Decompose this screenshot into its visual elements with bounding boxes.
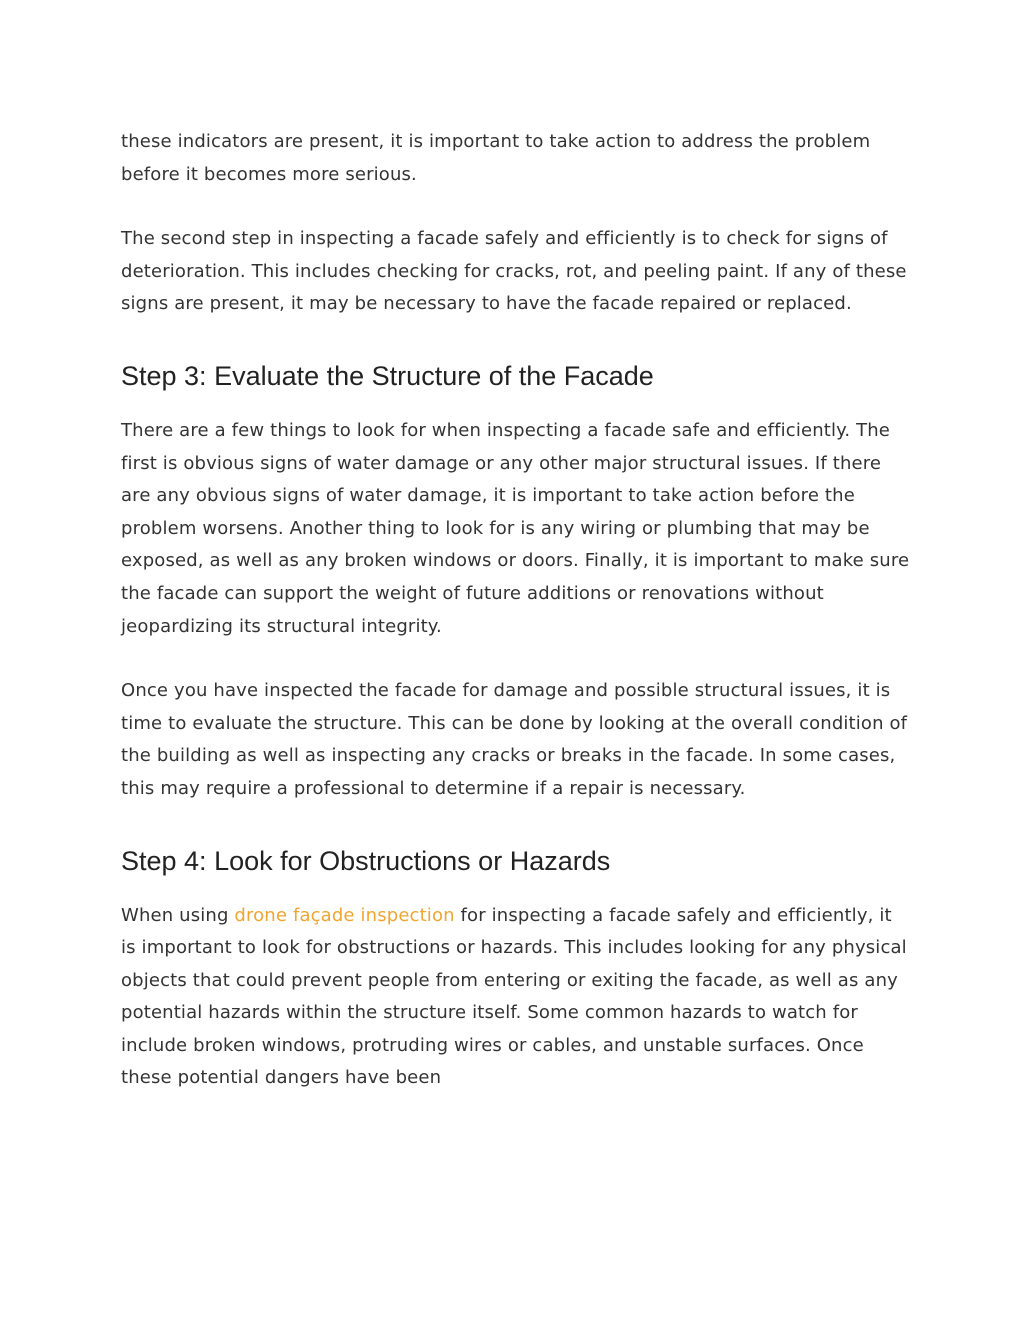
heading-step-4: Step 4: Look for Obstructions or Hazards <box>121 845 611 876</box>
paragraph-second-step: The second step in inspecting a facade safely and efficiently is to check for signs of deterioration. This includes checking for cracks, rot, and peeling paint. If any of these signs are present, it may be necessary to have the facade repaired or replaced. <box>121 228 907 315</box>
heading-step-3: Step 3: Evaluate the Structure of the Facade <box>121 360 654 391</box>
drone-facade-inspection-link[interactable]: drone façade inspection <box>234 904 455 926</box>
paragraph-intro-continuation: these indicators are present, it is important to take action to address the problem before it becomes more serious. <box>121 131 871 185</box>
paragraph-step-4 <box>121 900 911 1096</box>
paragraph-step-3-things-to-look-for: There are a few things to look for when inspecting a facade safe and efficiently. The first is obvious signs of water damage or any other major structural issues. If there are any obvious signs of water damage, it is important to take action before the problem worsens. Another thing to look for is any wiring or plumbing that may be exposed, as well as any broken windows or doors. Finally, it is important to make sure the facade can support the weight of future additions or renovations without jeopardizing its structural integrity. <box>121 419 910 637</box>
document-page <box>121 126 911 1095</box>
paragraph-step-4-text-after-link: for inspecting a facade safely and efficiently, it is important to look for obstructions or hazards. This includes looking for any physical objects that could prevent people from entering or exiting the facade, as well as any potential hazards within the structure itself. Some common hazards to watch for include broken windows, protruding wires or cables, and unstable surfaces. Once these potential dangers have been <box>121 904 907 1089</box>
paragraph-step-4-text-before-link: When using <box>121 904 235 926</box>
paragraph-step-3-evaluate-structure: Once you have inspected the facade for damage and possible structural issues, it is time to evaluate the structure. This can be done by looking at the overall condition of the building as well as inspecting any cracks or breaks in the facade. In some cases, this may require a professional to determine if a repair is necessary. <box>121 680 908 799</box>
